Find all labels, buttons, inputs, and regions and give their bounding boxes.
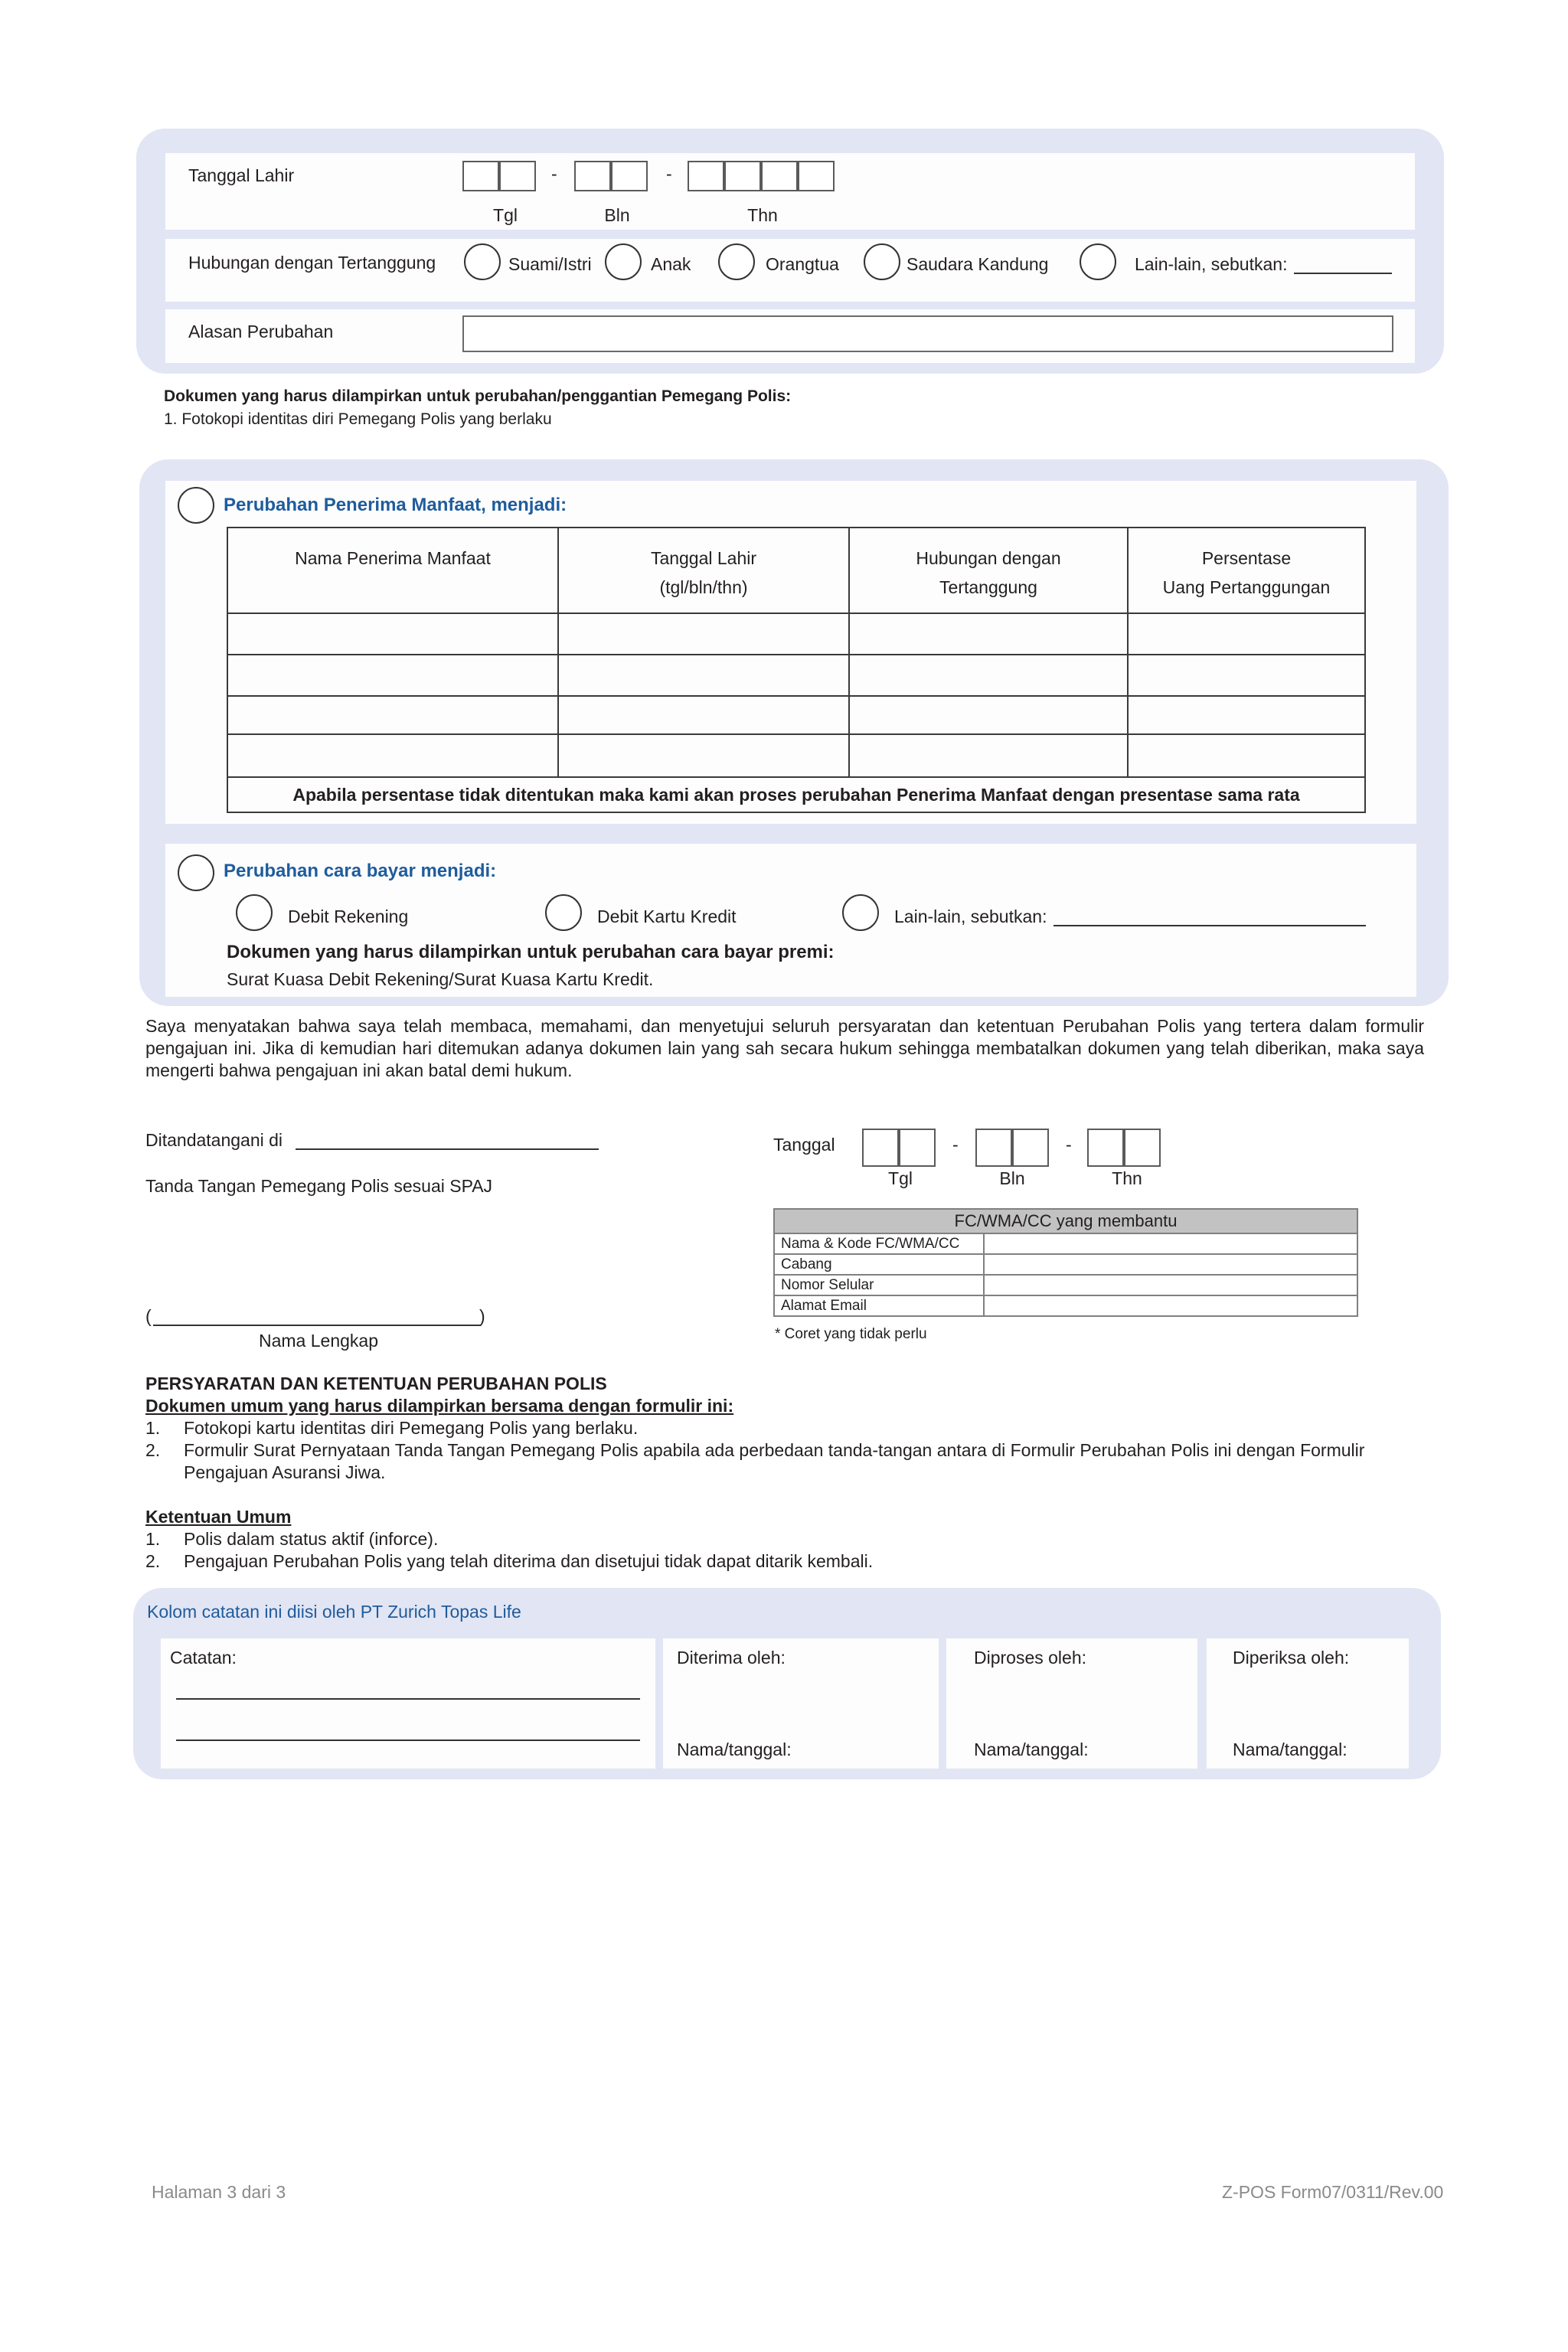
birth-day-box-2[interactable] — [499, 161, 536, 191]
table-header — [1128, 528, 1365, 613]
office-title: Kolom catatan ini diisi oleh PT Zurich Topas Life — [147, 1602, 521, 1622]
table-cell[interactable] — [1128, 655, 1365, 696]
birth-month-box-2[interactable] — [611, 161, 648, 191]
fc-row-value[interactable] — [984, 1275, 1357, 1295]
reason-input[interactable] — [462, 315, 1393, 352]
signature-area[interactable] — [145, 1210, 490, 1294]
checked-name-date: Nama/tanggal: — [1233, 1740, 1348, 1759]
relationship-other-field[interactable] — [1294, 273, 1392, 274]
general-num: 1. — [145, 1529, 161, 1549]
birth-day-box-1[interactable] — [462, 161, 499, 191]
table-row — [774, 1254, 1357, 1275]
terms-title: PERSYARATAN DAN KETENTUAN PERUBAHAN POLIS — [145, 1374, 607, 1393]
header-line: Persentase — [1201, 548, 1292, 568]
relationship-option-label: Lain-lain, sebutkan: — [1135, 254, 1288, 274]
relationship-option-label: Suami/Istri — [508, 254, 592, 274]
relationship-radio-parent[interactable] — [718, 243, 755, 280]
name-open-paren: ( — [145, 1306, 152, 1326]
table-cell[interactable] — [227, 655, 558, 696]
notes-line[interactable] — [176, 1740, 640, 1741]
general-text: Pengajuan Perubahan Polis yang telah diterima dan disetujui tidak dapat ditarik kembali. — [184, 1551, 874, 1571]
relationship-radio-sibling[interactable] — [864, 243, 900, 280]
header-line: Tanggal Lahir — [650, 548, 757, 568]
general-num: 2. — [145, 1551, 161, 1571]
relationship-option-label: Anak — [651, 254, 691, 274]
received-label: Diterima oleh: — [677, 1648, 786, 1668]
birth-year-box-3[interactable] — [761, 161, 798, 191]
header-line: Hubungan dengan — [916, 548, 1061, 568]
table-row — [774, 1295, 1357, 1316]
fc-row-value[interactable] — [984, 1295, 1357, 1316]
terms-doc-text-cont: Pengajuan Asuransi Jiwa. — [184, 1462, 386, 1482]
relationship-radio-spouse[interactable] — [464, 243, 501, 280]
notes-label: Catatan: — [170, 1648, 237, 1668]
sign-month-box-1[interactable] — [975, 1129, 1012, 1167]
header-line: Uang Pertanggungan — [1162, 577, 1331, 597]
table-cell[interactable] — [558, 613, 849, 655]
table-cell[interactable] — [558, 734, 849, 777]
table-header — [849, 528, 1128, 613]
birth-year-box-2[interactable] — [724, 161, 761, 191]
table-cell[interactable] — [849, 613, 1128, 655]
table-row — [227, 696, 1365, 734]
year-caption: Thn — [747, 205, 778, 225]
beneficiary-title: Perubahan Penerima Manfaat, menjadi: — [224, 495, 567, 515]
month-caption: Bln — [604, 205, 630, 225]
sign-date-label: Tanggal — [773, 1135, 835, 1155]
name-close-paren: ) — [479, 1306, 485, 1326]
table-cell[interactable] — [227, 696, 558, 734]
terms-docs-heading: Dokumen umum yang harus dilampirkan bersama dengan formulir ini: — [145, 1396, 734, 1416]
declaration-text: Saya menyatakan bahwa saya telah membaca, memahami, dan menyetujui seluruh persyaratan dan ketentuan Perubahan Polis yang tertera dalam formulir pengajuan ini. Jika di kemudian hari ditemukan adanya dokumen lain yang sah secara hukum sehingga membatalkan dokumen yang telah diberikan, maka saya mengerti bahwa pengajuan ini akan batal demi hukum. — [145, 1016, 1424, 1080]
processed-label: Diproses oleh: — [974, 1648, 1087, 1668]
page-number: Halaman 3 dari 3 — [152, 2182, 286, 2202]
checked-label: Diperiksa oleh: — [1233, 1648, 1350, 1668]
table-cell[interactable] — [1128, 734, 1365, 777]
notes-line[interactable] — [176, 1698, 640, 1700]
payment-other-field[interactable] — [1054, 925, 1366, 926]
fc-note: * Coret yang tidak perlu — [775, 1326, 927, 1342]
holder-docs-title: Dokumen yang harus dilampirkan untuk perubahan/penggantian Pemegang Polis: — [164, 387, 792, 405]
sign-year-box-1[interactable] — [1087, 1129, 1124, 1167]
date-separator: - — [1066, 1135, 1072, 1155]
table-cell[interactable] — [1128, 696, 1365, 734]
signed-at-field[interactable] — [296, 1148, 599, 1150]
table-row — [774, 1233, 1357, 1254]
header-line: Nama Penerima Manfaat — [295, 548, 491, 568]
birth-year-box-1[interactable] — [688, 161, 724, 191]
relationship-label: Hubungan dengan Tertanggung — [188, 253, 436, 273]
payment-radio-other[interactable] — [842, 894, 879, 931]
table-row — [227, 734, 1365, 777]
table-cell[interactable] — [558, 655, 849, 696]
signed-at-label: Ditandatangani di — [145, 1130, 283, 1150]
table-cell[interactable] — [558, 696, 849, 734]
reason-label: Alasan Perubahan — [188, 322, 334, 341]
sign-month-box-2[interactable] — [1012, 1129, 1049, 1167]
table-cell[interactable] — [849, 655, 1128, 696]
fc-row-value[interactable] — [984, 1233, 1357, 1254]
payment-radio-debit-account[interactable] — [236, 894, 273, 931]
holder-docs-item: 1. Fotokopi identitas diri Pemegang Polis yang berlaku — [164, 410, 552, 428]
relationship-option-label: Saudara Kandung — [906, 254, 1049, 274]
terms-doc-num: 1. — [145, 1418, 161, 1438]
form-code: Z-POS Form07/0311/Rev.00 — [1222, 2182, 1444, 2202]
table-row — [227, 655, 1365, 696]
payment-radio-credit-card[interactable] — [545, 894, 582, 931]
fc-row-value[interactable] — [984, 1254, 1357, 1275]
header-line: Tertanggung — [939, 577, 1037, 597]
full-name-field[interactable] — [153, 1325, 481, 1326]
birth-date-label: Tanggal Lahir — [188, 165, 295, 185]
payment-radio[interactable] — [178, 854, 214, 891]
terms-doc-text: Formulir Surat Pernyataan Tanda Tangan Pemegang Polis apabila ada perbedaan tanda-tangan antara di Formulir Perubahan Polis ini dengan Formulir — [184, 1440, 1365, 1460]
processed-name-date: Nama/tanggal: — [974, 1740, 1089, 1759]
sign-year-box-2[interactable] — [1124, 1129, 1161, 1167]
header-line: (tgl/bln/thn) — [659, 577, 748, 597]
fc-table — [773, 1208, 1358, 1317]
year-caption: Thn — [1112, 1168, 1142, 1188]
table-cell[interactable] — [849, 734, 1128, 777]
general-text: Polis dalam status aktif (inforce). — [184, 1529, 439, 1549]
table-cell[interactable] — [227, 734, 558, 777]
day-caption: Tgl — [493, 205, 518, 225]
relationship-radio-child[interactable] — [605, 243, 642, 280]
table-row — [227, 613, 1365, 655]
general-heading: Ketentuan Umum — [145, 1507, 292, 1527]
fc-table-header: FC/WMA/CC yang membantu — [774, 1209, 1357, 1233]
payment-option-label: Debit Rekening — [288, 906, 409, 926]
beneficiary-note: Apabila persentase tidak ditentukan maka kami akan proses perubahan Penerima Manfaat dengan presentase sama rata — [227, 777, 1365, 812]
table-row — [774, 1275, 1357, 1295]
sign-day-box-1[interactable] — [862, 1129, 899, 1167]
sign-day-box-2[interactable] — [899, 1129, 936, 1167]
terms-doc-num: 2. — [145, 1440, 161, 1460]
beneficiary-table — [227, 527, 1366, 813]
fc-row-label: Nama & Kode FC/WMA/CC — [774, 1233, 984, 1254]
relationship-option-label: Orangtua — [766, 254, 839, 274]
fc-row-label: Nomor Selular — [774, 1275, 984, 1295]
month-caption: Bln — [999, 1168, 1025, 1188]
table-cell[interactable] — [1128, 613, 1365, 655]
date-separator: - — [666, 164, 672, 184]
table-cell[interactable] — [849, 696, 1128, 734]
date-separator: - — [952, 1135, 959, 1155]
payment-docs-title: Dokumen yang harus dilampirkan untuk perubahan cara bayar premi: — [227, 942, 835, 962]
payment-option-label: Debit Kartu Kredit — [597, 906, 737, 926]
date-separator: - — [551, 164, 557, 184]
table-header — [558, 528, 849, 613]
payment-option-label: Lain-lain, sebutkan: — [894, 906, 1047, 926]
day-caption: Tgl — [888, 1168, 913, 1188]
relationship-radio-other[interactable] — [1080, 243, 1116, 280]
table-header — [227, 528, 558, 613]
terms-doc-text: Fotokopi kartu identitas diri Pemegang Polis yang berlaku. — [184, 1418, 639, 1438]
signature-label: Tanda Tangan Pemegang Polis sesuai SPAJ — [145, 1176, 493, 1196]
fc-row-label: Cabang — [774, 1254, 984, 1275]
birth-year-box-4[interactable] — [798, 161, 835, 191]
birth-month-box-1[interactable] — [574, 161, 611, 191]
received-name-date: Nama/tanggal: — [677, 1740, 792, 1759]
fc-row-label: Alamat Email — [774, 1295, 984, 1316]
table-cell[interactable] — [227, 613, 558, 655]
payment-docs-text: Surat Kuasa Debit Rekening/Surat Kuasa Kartu Kredit. — [227, 969, 654, 989]
full-name-label: Nama Lengkap — [259, 1331, 378, 1351]
payment-title: Perubahan cara bayar menjadi: — [224, 861, 497, 881]
beneficiary-radio[interactable] — [178, 487, 214, 524]
